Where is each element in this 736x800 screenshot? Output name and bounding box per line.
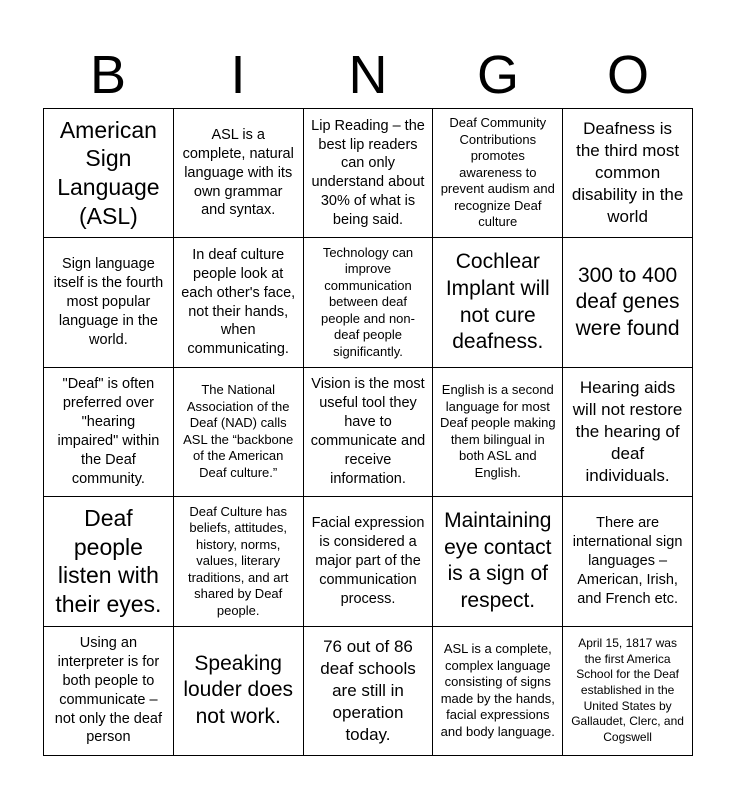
bingo-cell <box>433 627 563 756</box>
bingo-cell <box>44 238 174 367</box>
cell-text: Lip Reading – the best lip readers can only understand about 30% of what is being said. <box>311 117 425 228</box>
bingo-cell <box>174 627 304 756</box>
cell-text: 300 to 400 deaf genes were found <box>575 263 680 340</box>
header-letter-i: I <box>230 45 246 105</box>
bingo-cell <box>44 497 174 626</box>
bingo-header <box>43 44 693 106</box>
cell-text: English is a second language for most Deaf people making them bilingual in both ASL and English. <box>439 382 556 480</box>
header-letter-g: G <box>476 45 519 105</box>
bingo-cell <box>563 368 693 497</box>
bingo-cell <box>44 368 174 497</box>
header-letter-n: N <box>348 45 388 105</box>
bingo-cell <box>563 497 693 626</box>
bingo-cell <box>433 497 563 626</box>
header-letter-b: B <box>89 45 127 105</box>
cell-text: Deaf people listen with their eyes. <box>55 504 162 618</box>
bingo-cell <box>563 238 693 367</box>
bingo-cell <box>174 238 304 367</box>
cell-text: In deaf culture people look at each other's face, not their hands, when communicating. <box>181 247 296 358</box>
cell-text: Deafness is the third most common disability in the world <box>571 118 684 227</box>
cell-text: Maintaining eye contact is a sign of respect. <box>444 509 552 613</box>
cell-text: "Deaf" is often preferred over "hearing impaired" within the Deaf community. <box>57 376 160 487</box>
cell-text: Technology can improve communication between deaf people and non-deaf people significantly. <box>321 244 415 359</box>
cell-text: Vision is the most useful tool they have to communicate and receive information. <box>310 376 426 487</box>
cell-text: Sign language itself is the fourth most popular language in the world. <box>53 256 164 348</box>
bingo-cell <box>44 627 174 756</box>
cell-text: The National Association of the Deaf (NAD) calls ASL the “backbone of the American Deaf culture.” <box>183 382 294 480</box>
bingo-cell <box>563 627 693 756</box>
bingo-cell <box>44 109 174 238</box>
bingo-cell <box>304 109 434 238</box>
cell-text: Facial expression is considered a major part of the communication process. <box>311 515 425 607</box>
bingo-cell <box>174 368 304 497</box>
cell-text: Speaking louder does not work. <box>183 651 294 729</box>
bingo-cell <box>304 238 434 367</box>
cell-text: There are international sign languages – American, Irish, and French etc. <box>572 515 683 607</box>
cell-text: American Sign Language (ASL) <box>57 116 160 229</box>
bingo-cell <box>304 497 434 626</box>
bingo-cell <box>304 627 434 756</box>
cell-text: April 15, 1817 was the first America School for the Deaf established in the United States by Gallaudet, Clerc, and Cogswell <box>571 636 684 744</box>
bingo-cell <box>304 368 434 497</box>
bingo-cell <box>433 109 563 238</box>
cell-text: Using an interpreter is for both people to communicate – not only the deaf person <box>54 635 163 746</box>
cell-text: 76 out of 86 deaf schools are still in operation today. <box>320 636 416 744</box>
bingo-grid <box>43 108 693 756</box>
bingo-cell <box>174 497 304 626</box>
bingo-cell <box>563 109 693 238</box>
cell-text: Cochlear Implant will not cure deafness. <box>445 250 550 354</box>
bingo-cell <box>433 368 563 497</box>
cell-text: ASL is a complete, natural language with its own grammar and syntax. <box>182 127 294 219</box>
cell-text: ASL is a complete, complex language consisting of signs made by the hands, facial expressions and body language. <box>440 641 555 739</box>
bingo-cell <box>433 238 563 367</box>
cell-text: Deaf Community Contributions promotes awareness to prevent audism and recognize Deaf culture <box>440 115 555 230</box>
bingo-cell <box>174 109 304 238</box>
cell-text: Deaf Culture has beliefs, attitudes, history, norms, values, literary traditions, and art shared by Deaf people. <box>187 503 289 618</box>
header-letter-o: O <box>606 45 649 105</box>
cell-text: Hearing aids will not restore the hearing of deaf individuals. <box>572 377 683 486</box>
